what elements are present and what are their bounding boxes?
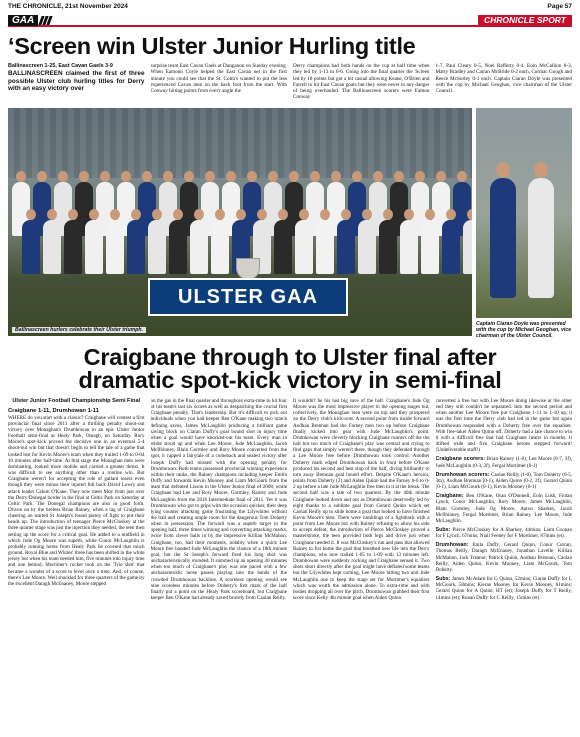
photo-player — [190, 220, 208, 274]
craigbane-team — [436, 493, 573, 524]
story1-lead: BALLINASCREEN claimed the first of three possible Ulster club hurling titles for Derry with an easy victory over — [8, 70, 145, 92]
photo-player — [400, 220, 418, 274]
drumhowan-subs-text: James McAdam for G Quinn, 52mins; Ciaran Duffy for L McGourk, 58mins; Kieran Mooney for Kevin Mooney, 61mins; Gerard Quinn for A Quinn, HT (et); Joseph Duffy for T Reilly, 14mins (et); Ronan Duffy for C Reilly, 15mins (et). — [435, 576, 572, 601]
photo-figure-1 — [490, 178, 516, 298]
photo-player — [421, 220, 439, 274]
masthead-date: THE CHRONICLE, 21st November 2024 — [8, 3, 128, 10]
drumhowan-team-text: Emla Duffy, Gerard Quinn, Conor Curran, Thomas Reilly, Daragh McEnaney, Jonathan Lavelle, Killian McMahon, Jack Treanor, Patrick Quinn, Aodhan Brennan, Caolan Reilly, Aiden Quinn, Kevin Mooney, Liam McGourk, Tom Doherty. — [435, 542, 572, 573]
story1-col-4-text: 1-7, Paul Cleary 0-5, Noel Rafferty 0-4, Eoin McCallion 0-3, Marty Bradley and Cairan McBride 0-2 each, Cormac Gough and Reece McSorley 0-1 each. Captain Ciaran Doyle was presented with the cup by Michael Geoghan, vice chairman of the Ulster Council. — [435, 63, 572, 95]
story1-col-3 — [293, 63, 430, 105]
photo-player — [211, 220, 229, 274]
photo-player — [463, 220, 472, 274]
story1-col-1 — [8, 63, 145, 105]
story2-col-1-text: WHERE do you start with a classic? Craigbane will contest a first provincial final since 2011 after a thrilling penalty shoot-out victory over Monaghan's Drumhowan in an epic Ulster Junior Football semi-final at Healy Park, Omagh, on Saturday. Rory Moore's spot-kick proved the decisive one in an eventual 5-4 shoot-out win but that doesn't begin to tell the tale of a game that looked lost for Kevin Moore's team when they trailed 1-09 to 0-04 10 minutes after half-time. At that stage the Monaghan men were dominating, looked more mobile and carried a greater threat. It was difficult to see anything other than a routine win. But Craigbane weren't for accepting the role of gallant losers even though they were minus their injured full back David Lowry and attack leader Calum O'Kane. They now meet Moy from just over the Derry/Donegal border in the final at Celtic Park on Saturday at Celtic Park. The Donegal champions are also in good form. Driven on by the tireless Brian Rainey, when a tag of Craigbane cheering on started St Joseph's found plenty of fight to put their heads up. The introduction of teenager Pierce McCloskey at the three quarter stage was just the injection they needed, the teen then setting up the score for a critical goal. He added to a midfield in which Jude Og Moore was superb, while Conor McLaughlin is probably running home from Healy Park he covered that much ground. Royal Blue and Whites' three has been shifted in the white jersey but when his team needed him, five minutes into injury time and one behind, Mortimer's rocket took on the 'Trio shot' that became a wonder of a score to level once a time. And, of course, there's Lee Moore. Well shackled for three quarters of the game by the excellent Daragh McEnaney, Moore stepped — [8, 414, 145, 587]
story1-body — [8, 63, 572, 105]
story1-col-4 — [436, 63, 573, 105]
gaa-stripes-icon — [40, 16, 51, 25]
craigbane-team-head: Craigbane: — [435, 493, 464, 500]
story2-col-4 — [436, 398, 573, 730]
photo-player — [43, 220, 61, 274]
story1-headline: ‘Screen win Ulster Junior Hurling title — [8, 33, 416, 59]
craigbane-subs-head: Subs: — [435, 526, 451, 533]
page-masthead — [8, 3, 572, 13]
story1-col-2 — [151, 63, 288, 105]
gaa-logo: GAA — [8, 15, 38, 26]
craigbane-team-text: Ben O'Kane, Oran O'Donnell, Eoin Lush, Fintan Lynch, Conor McLaughlin, Rory Moore, James McLaughlin, Blain Gormley, Jude Og Moore, Aaron Sharkey, Jacob McIlhinney, Fergal Mortimer, Brian Rainey, Lee Moore, Jude McLaughlin. — [435, 493, 572, 524]
drumhowan-scorers-head: Drumhowan scorers: — [435, 471, 490, 478]
section-brand — [478, 15, 572, 26]
photo-player — [169, 220, 187, 274]
story2-col-3 — [293, 398, 430, 730]
photo-player — [316, 220, 334, 274]
craigbane-scorers — [436, 456, 573, 468]
photo-figure-2 — [528, 178, 554, 298]
drumhowan-team-head: Drumhowan: — [435, 542, 469, 549]
craigbane-subs — [436, 527, 573, 539]
photo-player — [295, 220, 313, 274]
story2-col-4-text: converted a free but with Lee Moore doing likewise at the other end they still couldn't be separated. Into the second period and when another Lee Moore free put Craigbane 1-11 to 1-10 up, it was the first time the Derry club had led in the game but again Drumhowan responded with a Doherty free over the equaliser. With free-taker Aiden Quinn off, Doherty had a late chance to win it with a difficult free that had Craigbane hearts in mouths. It drifted wide and five Craigbane heroes stepped forward! (Undeliverable stuff!) — [435, 398, 572, 454]
team-photo-caption: Ballinascreen hurlers celebrate their Ulster triumph. — [12, 327, 146, 333]
story2-headline-line-2: dramatic spot-kick victory in semi-final — [78, 367, 502, 393]
team-photo — [8, 108, 472, 336]
page-number: Page 57 — [547, 3, 572, 10]
story2-col-1 — [8, 398, 145, 730]
photo-player — [379, 220, 397, 274]
photo-player — [106, 220, 124, 274]
photo-player — [148, 220, 166, 274]
photo-player — [127, 220, 145, 274]
story1-col-2-text: surprise team East Cavan Gaels at Dunganon on Sunday evening. When Eamonn Coyle helped the East Cavan net in the first minute you could see that the St. Colm's wanted to put the less experienced Cavan men on the back foot from the start. With Conway hitting points from every angle the — [150, 63, 287, 95]
story2-body — [8, 398, 572, 730]
story2-col-3-text: It wouldn't be his last big save of the half. Craigbane's Jude Og Moore was the most impressive player in the opening stages but, collectively, the Monaghan men were on top and they prospered on the Derry club's kick-outs. A second point from inside forward Aodhan Brennan had the Farney men two up before Craigbane finally kicked into gear with Jude McLaughlin's point. Drumhowan were cleverly blocking Craigbane runners off the the ball but too much of Craigbane's play was central and trying to find gaps that simply weren't there, though they defended through a Lee Moore free before Drumhowan took control. Another Doherty mark edged Drumhowan back in front before O'Kane produced his second and best stop of the half, diving brilliantly to turn away Brennan goal bound effort. Despite O'Kane's heroics, points from Doherty (2) and Aiden Quinn had the Farney 0-6 to 0-2 up before a late Jude McLaughlin free then in it at the break. The second half was a tale of two quarters. By the 40th minute Craigbane looked down and out as Drumhowan deservedly led by eight thanks to a sublime goal from Gerard Quinn which set Caolan Reilly up to slide home a goal that looked to have finished Kevin Moore's men. There were rumblings of a fightback with a point from Lee Moore but with Rainey refusing to allow his side to accept defeat, the introduction of Pierce McCloskey proved a masterstroke, the teen provided both legs and drive just when Craigbane needed it. It was McCloskey's run and pass that allowed Rainey to fist home the goal that breathed new life into the Derry champions, who now trailed 1-05 to 1-09 with 13 minutes left. Drumhowan were suddenly rocking and Craigbane sensed it. Two shots short directly after the goal might have deflated some teams but the Lilywhites kept coming, Lee Moore hitting two and Jude McLaughlin one to keep the stage set for Mortimer's equaliser which was worth the admission alone. To extra-time and with bodies dropping all over the pitch, Drumhowan grabbed their first score since Kelly 4th minute goal when Aiden Quinn — [293, 398, 430, 601]
story2-col-2 — [151, 398, 288, 730]
story1-score-line: Ballinascreen 1-25, East Cavan Gaels 3-9 — [8, 63, 113, 69]
craigbane-scorers-head: Craigbane scorers: — [435, 456, 486, 463]
captain-photo-caption: Captain Ciaran Doyle was presented with the cup by Michael Geoghan, vice chairman of the Ulster Council. — [476, 321, 572, 340]
photo-player — [358, 220, 376, 274]
photo-player — [274, 220, 292, 274]
story1-col-3-text: Derry champions had both hands on the cup at half time when they led by 1-13 to 0-6. Going into the final quarter the 'Screen led by 18 points but got a bit casual allowing Keane, O'Brien and Farrell to hit East Cavan goals but they were never in any danger of being overhauled. The Ballinascreen scorers were Eamon Conway — [293, 63, 430, 101]
drumhowan-subs — [436, 576, 573, 601]
craigbane-scorers-text: Brian Rainey (1-0), Lee Moore (0-7, 3f), Jude McLaughlin (0-3, 2f), Fergal Mortimer (0-1) — [435, 456, 572, 469]
craigbane-subs-text: Pierce McCloskey for A Sharkey, 44mins; Liam Coonan for F Lynch, 67mins; Niall Feeney for F Mortimer, 87mins (et). — [435, 526, 572, 540]
photo-player — [64, 220, 82, 274]
photo-banner: ULSTER GAA — [148, 278, 348, 316]
drumhowan-subs-head: Subs: — [435, 576, 451, 583]
brand-name: CHRONICLE — [483, 14, 535, 25]
story2-competition: Ulster Junior Football Championship Semi Final — [12, 398, 141, 404]
drumhowan-scorers-text: Caolan Reilly (1-0), Tom Doherty (0-5, 3m), Aodhan Brennan (0-1), Aiden Quinn (0-2, 2f), Gerard Quinn (0-1), Liam McGourk (0-1), Kevin Mooney (0-1) — [435, 471, 572, 491]
story2-col-2-text: on the gas in the final quarter and throughout extra-time to hit four of his team's last six scores as well as despatching the crucial first Craigbane penalty. That's leadership. But it's difficult to pick out individuals when you had keeper Ben O'Kane making two match defining saves, James McLaughlin producing a brilliant game saving block on Ciaran Duffy's goal bound shot in injury time when a goal would have knocked-out his team. Every man in white stood up and when Lee Moore, Jude McLaughlin, Jacob McIlhinney, Blain Gormley and Rory Moore converted from the spot, it capped a fairytale of a comeback and sealed victory after Joseph Duffy had missed with the opening penalty for Drumhowan. Both teams possessed provincial winning experience within their ranks, the Rainey champions including keeper Emlin Duffy and forwards Kevin Mooney and Liam McGourk from the team that defeated Lisson in the Ulster Junior final of 2008, while Craigbane had Lee and Rory Moore, Gormley, Rainey and Jude McLaughlin from the 2016 Intermediate final of 2011. Yet it was Drumhowan who got to grips with the occasion quicker, their deep lying counter attacking game frustrating the Lilywhites without the ball and creating ample room for the dangerous Tom Doherty when in possession. The forward was a superb target in the opening half, three times winning and converting attacking marks, twice from clever balls in by the impressive Killian McMahon. Craigbane, too, had their moments, notably when a quick Lee Moore free handed Jude McLaughlin the chance of a 18th minute goal, but the St Joseph's forward fired his long shot was uncharacteristically rounded. It summed up an opening 30 minutes when too much of Craigbane's play was one paced with a few uncharacteristic loose passes playing into the hands of the crowded Drumhowan backline. A scoreless opening would see nine scoreless minutes before Doherty's first mark of the half finally put a point on the Healy Park scoreboard, but Craigbane keeper Ben O'Kane had already saved bravely from Caolan Reilly. — [150, 398, 287, 601]
drumhowan-team — [436, 542, 573, 573]
story2-score: Craigbane 1-11, Drumhowan 1-11 — [8, 407, 99, 414]
story2-headline-line-1: Craigbane through to Ulster final after — [83, 344, 497, 370]
photo-player — [442, 220, 460, 274]
photo-player — [85, 220, 103, 274]
photo-player — [337, 220, 355, 274]
drumhowan-scorers — [436, 472, 573, 490]
section-bar — [8, 15, 572, 27]
captain-photo — [476, 108, 572, 318]
story2-headline — [8, 346, 572, 392]
brand-suffix: SPORT — [536, 14, 566, 25]
photo-player — [22, 220, 40, 274]
